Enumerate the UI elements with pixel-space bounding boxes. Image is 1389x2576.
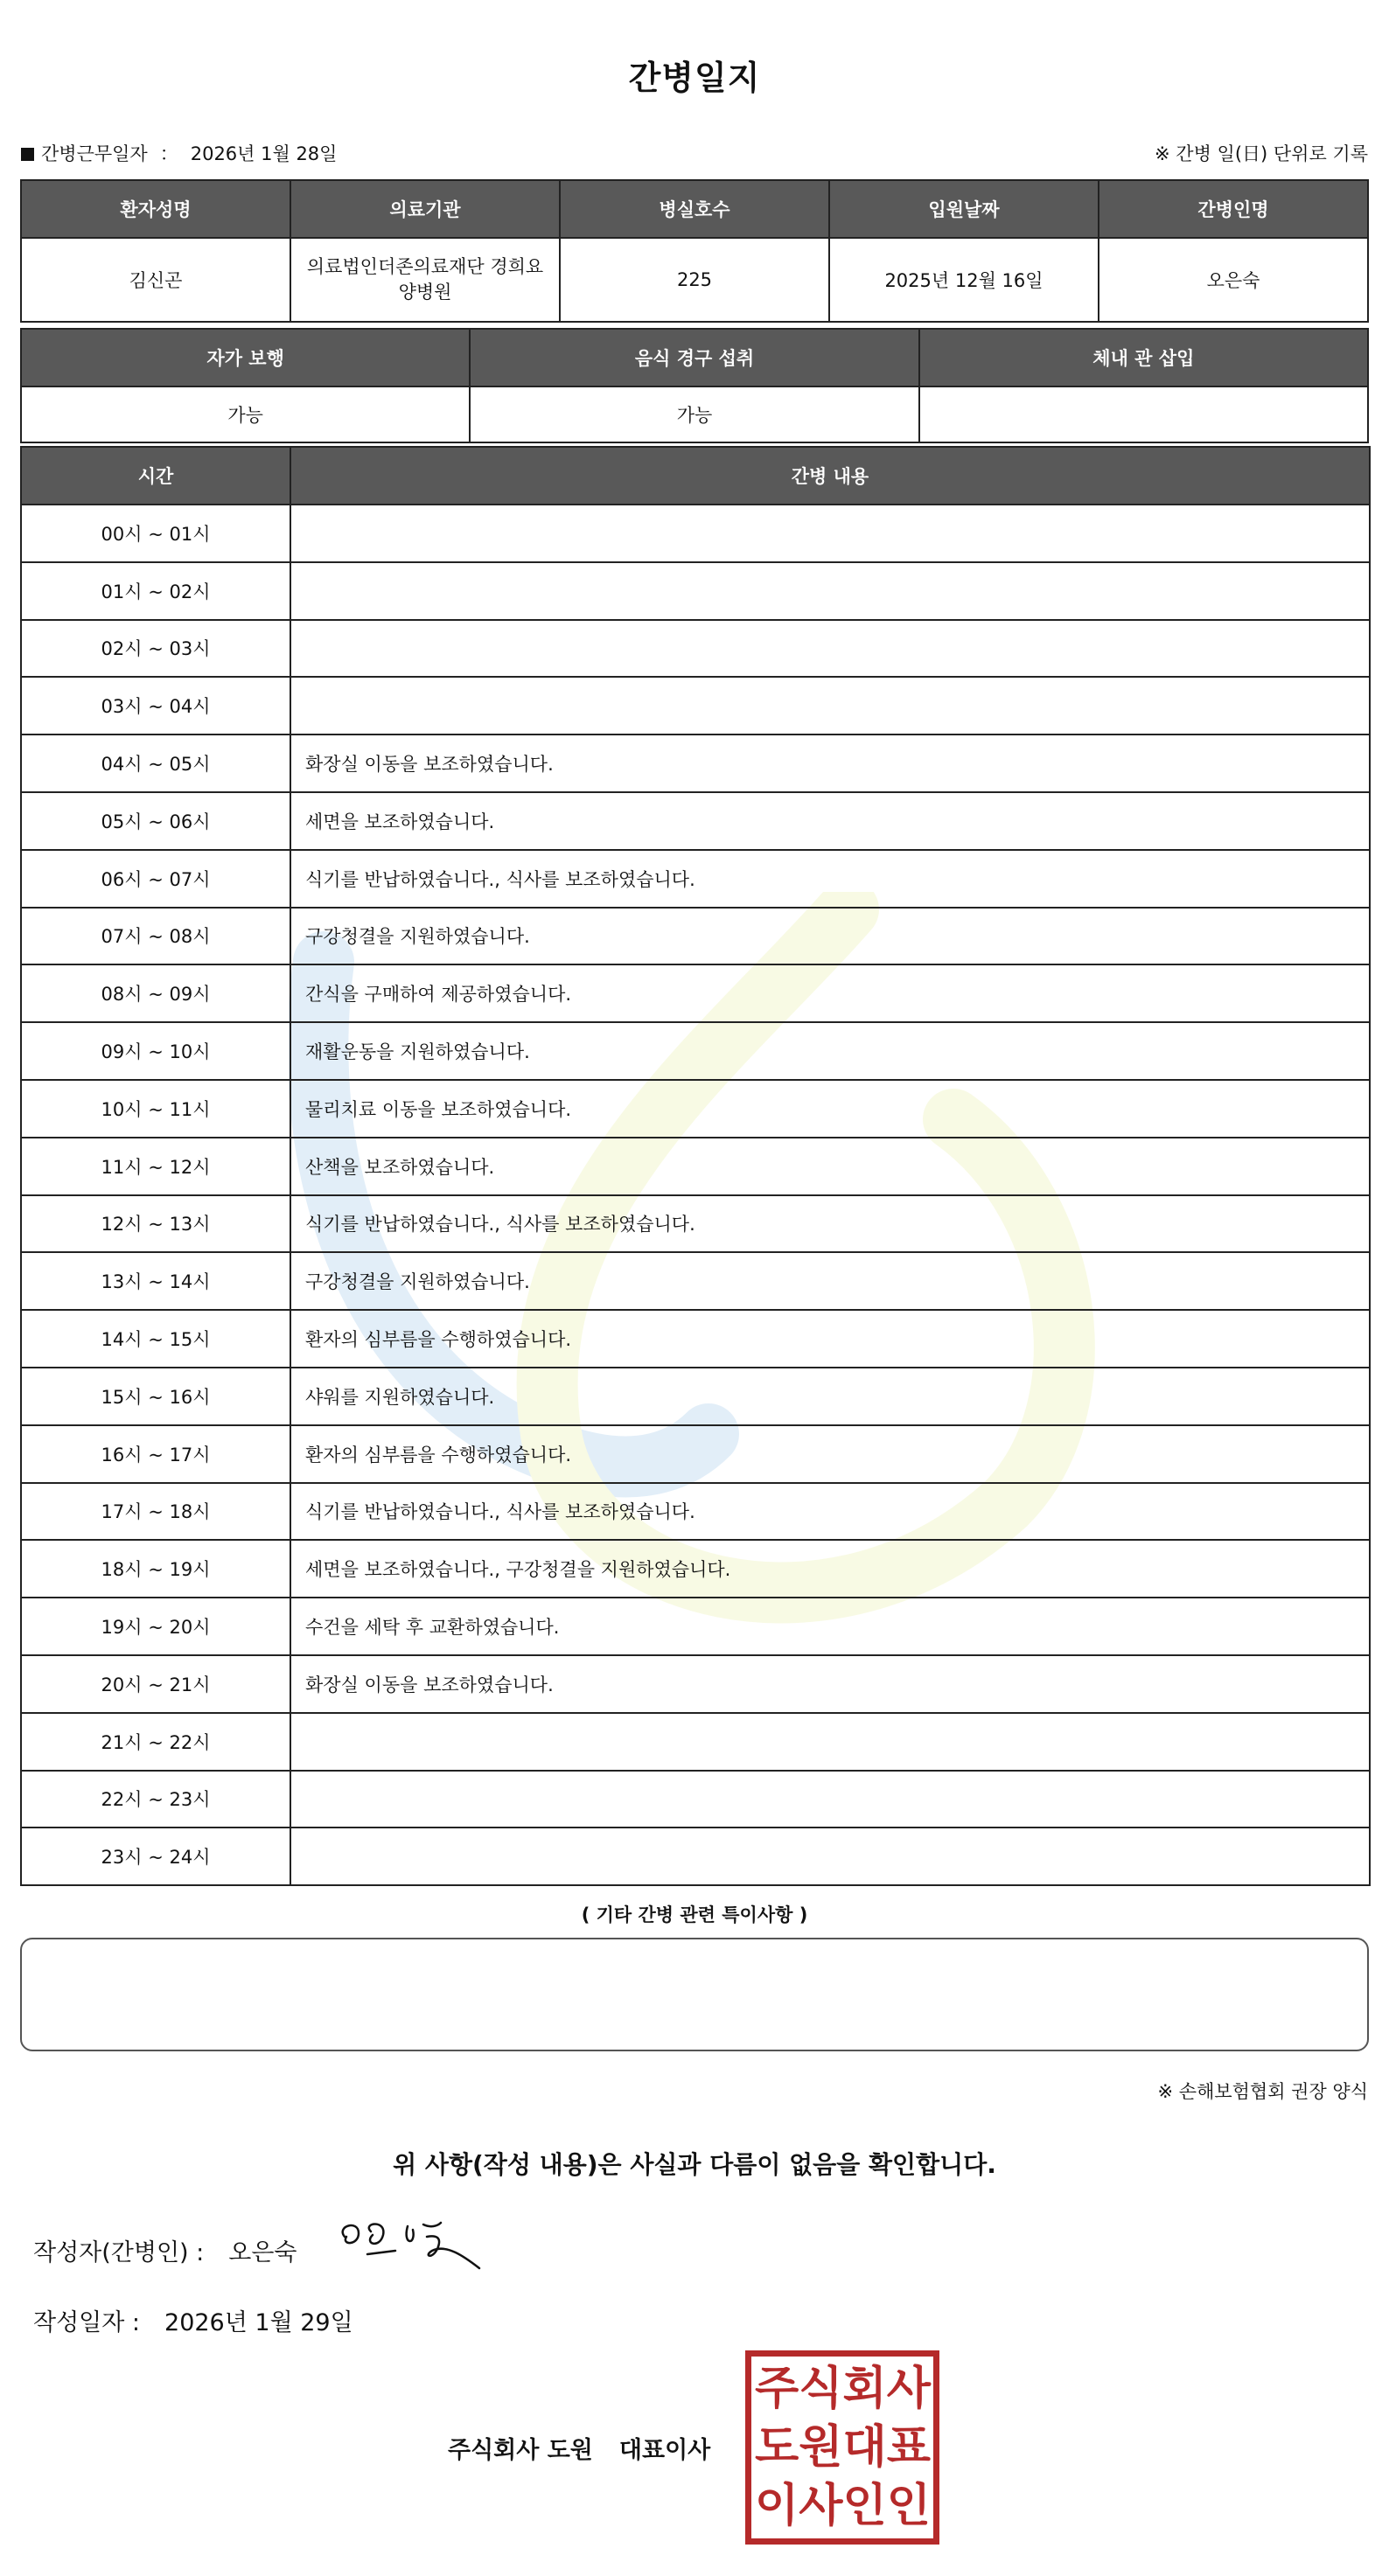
log-time: 14시 ~ 15시 — [21, 1310, 290, 1368]
seal-character: 도 — [755, 2419, 799, 2474]
header-caregiver-name: 간병인명 — [1099, 180, 1368, 238]
writer-label: 작성자(간병인) : — [33, 2239, 205, 2266]
log-content: 수건을 세탁 후 교환하였습니다. — [290, 1598, 1370, 1655]
log-content — [290, 562, 1370, 620]
log-row — [21, 1252, 1370, 1310]
log-content: 구강청결을 지원하였습니다. — [290, 1252, 1370, 1310]
log-row — [21, 735, 1370, 792]
log-row — [21, 792, 1370, 850]
admission-date: 2025년 12월 16일 — [829, 238, 1099, 322]
header-self-walking: 자가 보행 — [21, 329, 470, 386]
log-content: 간식을 구매하여 제공하였습니다. — [290, 964, 1370, 1022]
log-row — [21, 677, 1370, 735]
log-content: 세면을 보조하였습니다., 구강청결을 지원하였습니다. — [290, 1540, 1370, 1598]
hourly-care-log-table — [20, 446, 1371, 1886]
company-seal-stamp — [745, 2350, 939, 2545]
header-room-number: 병실호수 — [560, 180, 829, 238]
log-row — [21, 1138, 1370, 1195]
log-row — [21, 908, 1370, 965]
log-content — [290, 620, 1370, 678]
seal-character: 원 — [799, 2419, 843, 2474]
log-time: 11시 ~ 12시 — [21, 1138, 290, 1195]
log-row — [21, 1771, 1370, 1828]
header-oral-intake: 음식 경구 섭취 — [470, 329, 918, 386]
log-content: 샤워를 지원하였습니다. — [290, 1368, 1370, 1425]
seal-character: 회 — [842, 2362, 887, 2416]
log-time: 13시 ~ 14시 — [21, 1252, 290, 1310]
written-date-value: 2026년 1월 29일 — [164, 2309, 353, 2336]
log-row — [21, 1022, 1370, 1080]
log-row — [21, 1540, 1370, 1598]
log-time: 06시 ~ 07시 — [21, 850, 290, 908]
header-tube-insertion: 체내 관 삽입 — [919, 329, 1368, 386]
seal-character: 표 — [886, 2419, 931, 2474]
log-rows — [21, 505, 1370, 1885]
log-content: 식기를 반납하였습니다., 식사를 보조하였습니다. — [290, 850, 1370, 908]
log-time: 02시 ~ 03시 — [21, 620, 290, 678]
log-row — [21, 1828, 1370, 1885]
handwritten-signature — [332, 2210, 490, 2280]
log-content: 환자의 심부름을 수행하였습니다. — [290, 1425, 1370, 1483]
log-content — [290, 505, 1370, 562]
log-content — [290, 677, 1370, 735]
log-time: 10시 ~ 11시 — [21, 1080, 290, 1138]
log-content: 물리치료 이동을 보조하였습니다. — [290, 1080, 1370, 1138]
patient-status-table — [20, 328, 1369, 443]
log-time: 21시 ~ 22시 — [21, 1713, 290, 1771]
log-header-row — [21, 447, 1370, 505]
company-line — [448, 2431, 710, 2465]
seal-character: 주 — [755, 2362, 799, 2416]
patient-info-table — [20, 179, 1369, 323]
log-row — [21, 620, 1370, 678]
log-row — [21, 850, 1370, 908]
log-content: 화장실 이동을 보조하였습니다. — [290, 1655, 1370, 1713]
log-time: 23시 ~ 24시 — [21, 1828, 290, 1885]
company-representative: 대표이사 — [618, 2437, 711, 2464]
work-date-label: 간병근무일자 — [41, 143, 148, 164]
writer-name: 오은숙 — [228, 2239, 297, 2266]
log-content: 세면을 보조하였습니다. — [290, 792, 1370, 850]
seal-character: 사 — [799, 2478, 843, 2532]
log-content — [290, 1828, 1370, 1885]
square-bullet-icon — [21, 148, 34, 161]
seal-character: 식 — [799, 2362, 843, 2416]
log-row — [21, 562, 1370, 620]
log-row — [21, 1080, 1370, 1138]
log-time: 18시 ~ 19시 — [21, 1540, 290, 1598]
log-row — [21, 1598, 1370, 1655]
status-header-row — [21, 329, 1368, 386]
work-date-line — [21, 140, 337, 166]
header-patient-name: 환자성명 — [21, 180, 290, 238]
written-date-line — [33, 2303, 353, 2337]
log-time: 20시 ~ 21시 — [21, 1655, 290, 1713]
log-row — [21, 1425, 1370, 1483]
company-name: 주식회사 도원 — [448, 2437, 593, 2464]
log-content: 산책을 보조하였습니다. — [290, 1138, 1370, 1195]
log-time: 09시 ~ 10시 — [21, 1022, 290, 1080]
log-row — [21, 1655, 1370, 1713]
log-content: 식기를 반납하였습니다., 식사를 보조하였습니다. — [290, 1195, 1370, 1253]
log-time: 12시 ~ 13시 — [21, 1195, 290, 1253]
self-walking-value: 가능 — [21, 386, 470, 442]
log-content: 환자의 심부름을 수행하였습니다. — [290, 1310, 1370, 1368]
status-value-row — [21, 386, 1368, 442]
log-time: 16시 ~ 17시 — [21, 1425, 290, 1483]
header-hospital: 의료기관 — [290, 180, 560, 238]
log-time: 17시 ~ 18시 — [21, 1483, 290, 1541]
caregiver-name: 오은숙 — [1099, 238, 1368, 322]
header-admission-date: 입원날짜 — [829, 180, 1099, 238]
patient-info-value-row — [21, 238, 1368, 322]
patient-info-header-row — [21, 180, 1368, 238]
log-time: 15시 ~ 16시 — [21, 1368, 290, 1425]
colon-separator: ： — [159, 143, 178, 164]
work-date-value: 2026년 1월 28일 — [190, 143, 338, 164]
log-time: 00시 ~ 01시 — [21, 505, 290, 562]
seal-character: 인 — [886, 2478, 931, 2532]
log-content: 식기를 반납하였습니다., 식사를 보조하였습니다. — [290, 1483, 1370, 1541]
seal-character: 사 — [886, 2362, 931, 2416]
header-care-content: 간병 내용 — [290, 447, 1370, 505]
log-row — [21, 1713, 1370, 1771]
log-content: 구강청결을 지원하였습니다. — [290, 908, 1370, 965]
patient-name: 김신곤 — [21, 238, 290, 322]
log-row — [21, 964, 1370, 1022]
log-time: 05시 ~ 06시 — [21, 792, 290, 850]
writer-line — [33, 2233, 297, 2267]
remarks-title: ( 기타 간병 관련 특이사항 ) — [581, 1904, 808, 1925]
confirmation-statement: 위 사항(작성 내용)은 사실과 다름이 없음을 확인합니다. — [393, 2150, 996, 2179]
header-time: 시간 — [21, 447, 290, 505]
log-row — [21, 1483, 1370, 1541]
log-row — [21, 1195, 1370, 1253]
log-row — [21, 1368, 1370, 1425]
log-time: 04시 ~ 05시 — [21, 735, 290, 792]
recommended-form-note: ※ 손해보험협회 권장 양식 — [1157, 2081, 1368, 2102]
log-content: 화장실 이동을 보조하였습니다. — [290, 735, 1370, 792]
hospital-name: 의료법인더존의료재단 경희요양병원 — [290, 238, 560, 322]
log-time: 22시 ~ 23시 — [21, 1771, 290, 1828]
seal-character: 인 — [842, 2478, 887, 2532]
log-content — [290, 1713, 1370, 1771]
log-content: 재활운동을 지원하였습니다. — [290, 1022, 1370, 1080]
log-time: 19시 ~ 20시 — [21, 1598, 290, 1655]
remarks-box — [20, 1938, 1369, 2051]
log-time: 01시 ~ 02시 — [21, 562, 290, 620]
log-row — [21, 1310, 1370, 1368]
log-time: 03시 ~ 04시 — [21, 677, 290, 735]
seal-character: 이 — [755, 2478, 799, 2532]
log-row — [21, 505, 1370, 562]
tube-insertion-value — [919, 386, 1368, 442]
record-unit-note: ※ 간병 일(日) 단위로 기록 — [1155, 143, 1368, 164]
room-number: 225 — [560, 238, 829, 322]
log-time: 07시 ~ 08시 — [21, 908, 290, 965]
oral-intake-value: 가능 — [470, 386, 918, 442]
written-date-label: 작성일자 : — [33, 2309, 141, 2336]
document-title: 간병일지 — [628, 59, 761, 97]
seal-character: 대 — [842, 2419, 887, 2474]
log-content — [290, 1771, 1370, 1828]
log-time: 08시 ~ 09시 — [21, 964, 290, 1022]
